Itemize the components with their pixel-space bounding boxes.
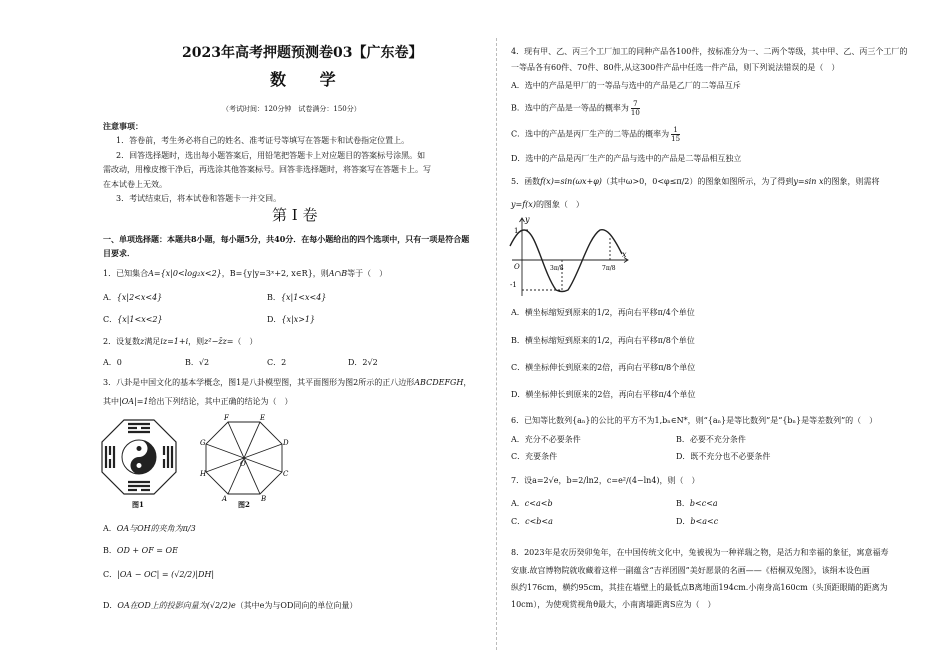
graph-tick-7pi8: 7π/8 [602, 265, 616, 272]
q7-option-d: D．b<a<c [676, 517, 719, 526]
figure2-caption: 图2 [238, 500, 250, 509]
q1-option-a: A．{x|2<x<4} [103, 293, 163, 302]
q3-option-d: D．OA在OD上的投影向量为(√2/2)e（其中e为与OD同向的单位向量） [103, 601, 358, 610]
q8-stem-line4: 10cm），为使观赏视角θ最大，小南离墙距离S应为（ ） [511, 600, 716, 609]
q5-stem-line2: y=f(x)的图象（ ） [511, 200, 584, 209]
q2-option-d: D．2√2 [348, 358, 378, 367]
q3-option-c: C．|OA − OC| = (√2/2)|DH| [103, 570, 215, 579]
q2-option-c: C．2 [267, 358, 287, 367]
q6-option-a: A．充分不必要条件 [511, 435, 581, 444]
fig2-label-b: B [261, 495, 267, 503]
q6-stem: 6．已知等比数列{aₙ}的公比的平方不为1,bₙ∈N*，则“{aₙ}是等比数列”是“{bₙ}是等差数列”的（ ） [511, 416, 878, 425]
note-line: 在本试卷上无效。 [103, 180, 167, 189]
note-line: 需改动，用橡皮擦干净后，再选涂其他答案标号。回答非选择题时，将答案写在答题卡上。写 [103, 165, 431, 174]
q1-option-d: D．{x|x>1} [267, 315, 316, 324]
q5-option-d: D．横坐标伸长到原来的2倍，再向右平移π/4个单位 [511, 390, 696, 399]
q6-option-b: B．必要不充分条件 [676, 435, 746, 444]
q4-stem-line1: 4．现有甲、乙、丙三个工厂加工的同种产品各100件，按标准分为一、二两个等级，其中甲、乙、丙三个工厂的 [511, 47, 908, 56]
q3-option-b: B．OD + OF = OE [103, 546, 178, 555]
q8-stem-line2: 安康.故宫博物院就收藏着这样一副蕴含“吉祥团圆”美好愿景的名画——《梧桐双兔图》，该绢本设色画 [511, 566, 870, 575]
q5-option-a: A．横坐标缩短到原来的1/2，再向右平移π/4个单位 [511, 308, 695, 317]
q4-stem-line2: 一等品各有60件、70件、80件,从这300件产品中任选一件产品，则下列说法错误的是（ ） [511, 63, 840, 72]
q7-option-c: C．c<b<a [511, 517, 553, 526]
graph-origin-label: O [514, 263, 520, 271]
graph-neg-one-label: -1 [510, 281, 517, 289]
fig2-label-c: C [283, 470, 289, 478]
q2-option-a: A．0 [103, 358, 122, 367]
q7-stem: 7．设a=2√e，b=2/ln2，c=e²/(4−ln4)，则（ ） [511, 476, 700, 485]
q5-option-b: B．横坐标缩短到原来的1/2，再向右平移π/8个单位 [511, 336, 695, 345]
graph-tick-3pi8: 3π/8 [550, 265, 564, 272]
fig2-label-e: E [260, 414, 266, 422]
q8-stem-line1: 8．2023年是农历癸卯兔年，在中国传统文化中，兔被视为一种祥瑞之物，是活力和幸福的象征，寓意福寿 [511, 548, 889, 557]
fig2-label-f: F [224, 414, 229, 422]
q4-option-c: C．选中的产品是丙厂生产的二等品的概率为 $\frac{1}{15}$ [511, 126, 681, 143]
q3-stem-line2: 其中|OA|=1给出下列结论，其中正确的结论为（ ） [103, 397, 293, 406]
q5-stem-line1: 5．函数f(x)=sin(ωx+φ)（其中ω>0，0<φ≤π/2）的图象如图所示，为了得到y=sin x的图象，则需将 [511, 177, 880, 186]
q5-option-c: C．横坐标伸长到原来的2倍，再向右平移π/8个单位 [511, 363, 696, 372]
note-line: 1．答卷前，考生务必将自己的姓名、准考证号等填写在答题卡和试卷指定位置上。 [116, 136, 410, 145]
fig2-label-g: G [200, 439, 206, 447]
sine-graph [508, 214, 633, 298]
notes-heading: 注意事项： [103, 121, 143, 131]
graph-one-label: 1 [514, 227, 519, 235]
q1-stem: 1．已知集合A={x|0<log₂x<2}，B={y|y=3ˣ+2, x∈R}，则A∩B等于（ ） [103, 269, 388, 278]
octagon-figure [200, 414, 288, 502]
section-instruction: 一、单项选择题：本题共8小题，每小题5分，共40分．在每小题给出的四个选项中，只有一项是符合题 [103, 234, 470, 244]
q4-option-a: A．选中的产品是甲厂的一等品与选中的产品是乙厂的二等品互斥 [511, 81, 741, 90]
q6-option-d: D．既不充分也不必要条件 [676, 452, 771, 461]
q7-option-a: A．c<a<b [511, 499, 553, 508]
exam-title: 2023年高考押题预测卷03【广东卷】 [182, 45, 423, 61]
bagua-figure [100, 418, 178, 496]
q4-option-d: D．选中的产品是丙厂生产的产品与选中的产品是二等品相互独立 [511, 154, 742, 163]
fig2-label-h: H [200, 470, 207, 478]
column-divider [496, 38, 497, 650]
q7-option-b: B．b<c<a [676, 499, 718, 508]
figure1-caption: 图1 [132, 500, 144, 509]
q8-stem-line3: 纵约176cm，横约95cm，其挂在墙壁上的最低点B离地面194cm.小南身高160cm（头顶距眼睛的距离为 [511, 583, 888, 592]
exam-info: （考试时间：120分钟 试卷满分：150分） [222, 105, 361, 113]
graph-x-label: x [622, 250, 627, 259]
q3-stem-line1: 3．八卦是中国文化的基本学概念，图1是八卦模型图，其平面图形为图2所示的正八边形ABCDEFGH， [103, 378, 472, 387]
note-line: 2．回答选择题时，选出每小题答案后，用铅笔把答题卡上对应题目的答案标号涂黑。如 [116, 151, 426, 160]
note-line: 3．考试结束后，将本试卷和答题卡一并交回。 [116, 194, 282, 203]
q3-option-a: A．OA与OH的夹角为π/3 [103, 524, 196, 533]
section-instruction: 目要求． [103, 248, 135, 258]
subject-title: 数 学 [270, 70, 350, 89]
fig2-label-a: A [222, 495, 228, 503]
q1-option-b: B．{x|1<x<4} [267, 293, 327, 302]
graph-y-label: y [525, 215, 530, 224]
q4-option-b: B．选中的产品是一等品的概率为 $\frac{7}{10}$ [511, 100, 640, 117]
section-title: 第 I 卷 [272, 206, 318, 224]
q6-option-c: C．充要条件 [511, 452, 558, 461]
q2-stem: 2．设复数z满足iz=1+i，则z²−z̄z=（ ） [103, 337, 258, 346]
fig2-label-d: D [283, 439, 289, 447]
q1-option-c: C．{x|1<x<2} [103, 315, 163, 324]
fig2-label-o: O [240, 460, 246, 468]
q2-option-b: B．√2 [185, 358, 210, 367]
